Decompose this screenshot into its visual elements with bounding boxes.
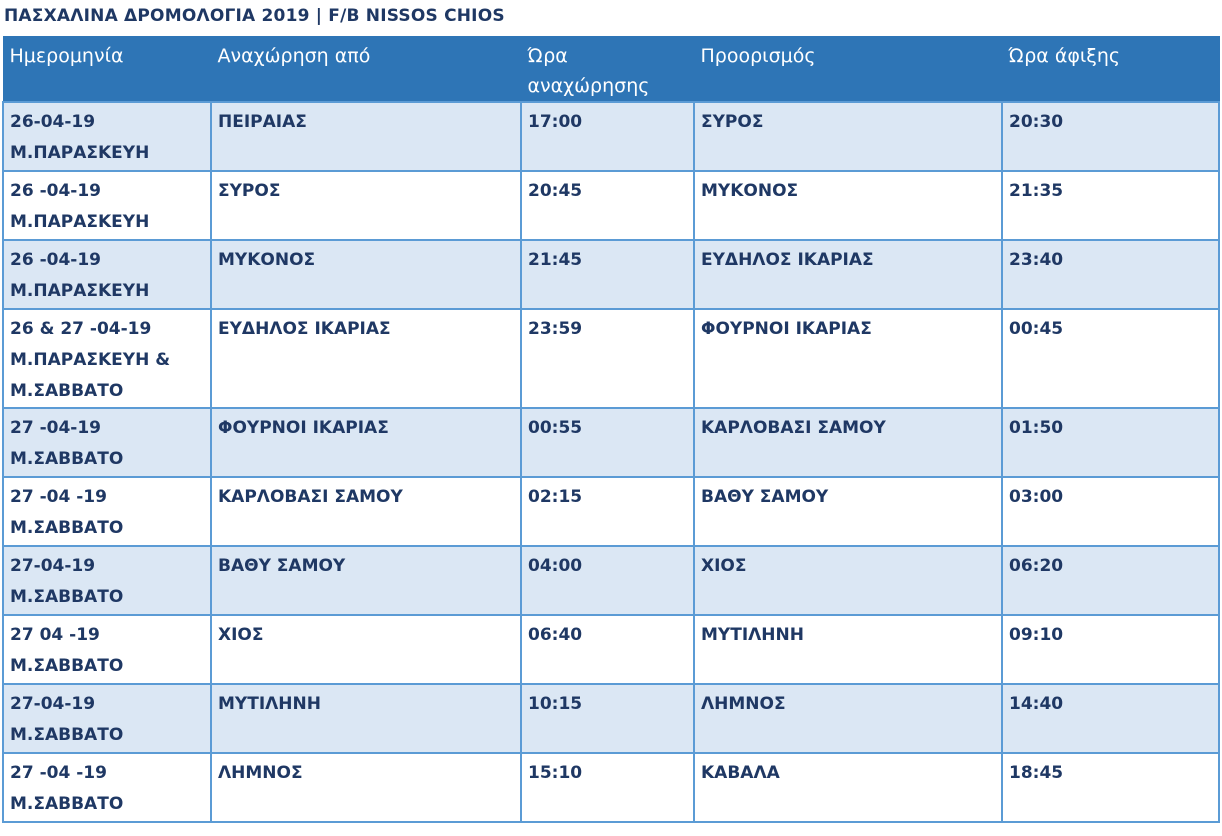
- cell-departure-time: 02:15: [521, 477, 694, 546]
- cell-arrival-time: 06:20: [1002, 546, 1219, 615]
- cell-departure-from: ΦΟΥΡΝΟΙ ΙΚΑΡΙΑΣ: [211, 408, 521, 477]
- cell-destination: ΣΥΡΟΣ: [694, 102, 1002, 171]
- schedule-table: [2, 36, 1220, 823]
- cell-departure-from: ΕΥΔΗΛΟΣ ΙΚΑΡΙΑΣ: [211, 309, 521, 408]
- cell-date-line: 26 & 27 -04-19: [10, 319, 152, 339]
- cell-date: [3, 240, 211, 309]
- cell-date-line: Μ.ΠΑΡΑΣΚΕΥΗ &: [10, 350, 171, 370]
- table-header-row: [3, 37, 1219, 103]
- table-row: [3, 684, 1219, 753]
- column-header-destination: Προορισμός: [694, 37, 1002, 103]
- table-row: [3, 240, 1219, 309]
- cell-date-line: 27-04-19: [10, 694, 96, 714]
- table-row: [3, 546, 1219, 615]
- cell-date-line: Μ.ΠΑΡΑΣΚΕΥΗ: [10, 281, 150, 301]
- cell-date: [3, 753, 211, 822]
- schedule-body: [3, 102, 1219, 822]
- cell-arrival-time: 23:40: [1002, 240, 1219, 309]
- cell-arrival-time: 20:30: [1002, 102, 1219, 171]
- column-header-arrival-time: Ώρα άφιξης: [1002, 37, 1219, 103]
- table-row: [3, 102, 1219, 171]
- cell-departure-from: ΛΗΜΝΟΣ: [211, 753, 521, 822]
- cell-destination: ΦΟΥΡΝΟΙ ΙΚΑΡΙΑΣ: [694, 309, 1002, 408]
- cell-destination: ΕΥΔΗΛΟΣ ΙΚΑΡΙΑΣ: [694, 240, 1002, 309]
- cell-date-line: 27 -04-19: [10, 418, 102, 438]
- cell-date-line: 27 -04 -19: [10, 763, 107, 783]
- cell-date-line: Μ.ΣΑΒΒΑΤΟ: [10, 656, 124, 676]
- cell-arrival-time: 14:40: [1002, 684, 1219, 753]
- cell-departure-time: 17:00: [521, 102, 694, 171]
- cell-date-line: 27 04 -19: [10, 625, 100, 645]
- cell-date: [3, 684, 211, 753]
- cell-destination: ΜΥΚΟΝΟΣ: [694, 171, 1002, 240]
- cell-date: [3, 546, 211, 615]
- cell-date-line: 27-04-19: [10, 556, 96, 576]
- table-row: [3, 753, 1219, 822]
- table-row: [3, 408, 1219, 477]
- cell-departure-time: 23:59: [521, 309, 694, 408]
- cell-departure-from: ΜΥΚΟΝΟΣ: [211, 240, 521, 309]
- cell-departure-time: 04:00: [521, 546, 694, 615]
- cell-departure-from: ΧΙΟΣ: [211, 615, 521, 684]
- cell-departure-from: ΒΑΘΥ ΣΑΜΟΥ: [211, 546, 521, 615]
- page-title: ΠΑΣΧΑΛΙΝΑ ΔΡΟΜΟΛΟΓΙΑ 2019 | F/B NISSOS CHIOS: [4, 6, 505, 26]
- column-header-departure-from: Αναχώρηση από: [211, 37, 521, 103]
- cell-destination: ΧΙΟΣ: [694, 546, 1002, 615]
- cell-arrival-time: 00:45: [1002, 309, 1219, 408]
- cell-date: [3, 477, 211, 546]
- cell-arrival-time: 18:45: [1002, 753, 1219, 822]
- cell-date-line: 26 -04-19: [10, 181, 102, 201]
- cell-date-line: Μ.ΠΑΡΑΣΚΕΥΗ: [10, 143, 150, 163]
- cell-date: [3, 408, 211, 477]
- cell-date-line: Μ.ΣΑΒΒΑΤΟ: [10, 449, 124, 469]
- cell-departure-time: 21:45: [521, 240, 694, 309]
- cell-date: [3, 171, 211, 240]
- table-row: [3, 171, 1219, 240]
- cell-date-line: Μ.ΠΑΡΑΣΚΕΥΗ: [10, 212, 150, 232]
- cell-departure-from: ΠΕΙΡΑΙΑΣ: [211, 102, 521, 171]
- cell-destination: ΛΗΜΝΟΣ: [694, 684, 1002, 753]
- cell-destination: ΚΑΒΑΛΑ: [694, 753, 1002, 822]
- cell-departure-from: ΚΑΡΛΟΒΑΣΙ ΣΑΜΟΥ: [211, 477, 521, 546]
- column-header-departure-time-line1: Ώρα: [527, 45, 568, 67]
- cell-departure-time: 20:45: [521, 171, 694, 240]
- cell-departure-time: 10:15: [521, 684, 694, 753]
- cell-date-line: Μ.ΣΑΒΒΑΤΟ: [10, 794, 124, 814]
- cell-departure-time: 15:10: [521, 753, 694, 822]
- cell-destination: ΜΥΤΙΛΗΝΗ: [694, 615, 1002, 684]
- column-header-departure-time: [521, 37, 694, 103]
- cell-departure-time: 00:55: [521, 408, 694, 477]
- table-row: [3, 309, 1219, 408]
- column-header-departure-time-line2: αναχώρησης: [527, 75, 650, 97]
- cell-date-line: 26-04-19: [10, 112, 96, 132]
- cell-date: [3, 102, 211, 171]
- cell-arrival-time: 09:10: [1002, 615, 1219, 684]
- cell-departure-time: 06:40: [521, 615, 694, 684]
- cell-destination: ΒΑΘΥ ΣΑΜΟΥ: [694, 477, 1002, 546]
- column-header-date: Ημερομηνία: [3, 37, 211, 103]
- cell-date-line: 26 -04-19: [10, 250, 102, 270]
- cell-arrival-time: 03:00: [1002, 477, 1219, 546]
- cell-date-line: Μ.ΣΑΒΒΑΤΟ: [10, 725, 124, 745]
- cell-date-line: 27 -04 -19: [10, 487, 107, 507]
- cell-date-line: Μ.ΣΑΒΒΑΤΟ: [10, 381, 124, 401]
- cell-date: [3, 615, 211, 684]
- cell-date: [3, 309, 211, 408]
- cell-date-line: Μ.ΣΑΒΒΑΤΟ: [10, 587, 124, 607]
- cell-arrival-time: 01:50: [1002, 408, 1219, 477]
- cell-departure-from: ΣΥΡΟΣ: [211, 171, 521, 240]
- table-row: [3, 615, 1219, 684]
- table-row: [3, 477, 1219, 546]
- cell-date-line: Μ.ΣΑΒΒΑΤΟ: [10, 518, 124, 538]
- cell-departure-from: ΜΥΤΙΛΗΝΗ: [211, 684, 521, 753]
- cell-destination: ΚΑΡΛΟΒΑΣΙ ΣΑΜΟΥ: [694, 408, 1002, 477]
- cell-arrival-time: 21:35: [1002, 171, 1219, 240]
